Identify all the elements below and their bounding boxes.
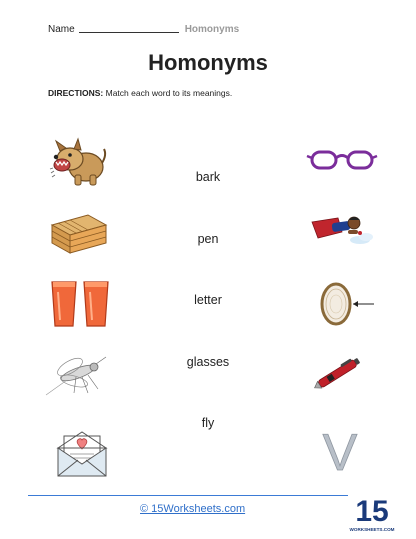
logo-text: WORKSHEETS.COM: [349, 527, 395, 532]
envelope-letter-icon: [54, 428, 110, 480]
word-glasses: glasses: [186, 355, 230, 369]
word-letter: letter: [194, 293, 222, 307]
eyeglasses-icon: [306, 148, 378, 174]
orange-drink-glasses-icon: [48, 278, 112, 330]
letter-v-text: V: [322, 424, 358, 482]
word-pen: pen: [197, 232, 219, 246]
logo-number: 15: [355, 495, 389, 528]
directions: [48, 88, 232, 98]
tree-bark-ring-icon: [316, 278, 378, 330]
15worksheets-logo: [349, 487, 395, 537]
directions-text: Match each word to its meanings.: [103, 88, 233, 98]
word-fly: fly: [201, 416, 215, 430]
footer-link[interactable]: © 15Worksheets.com: [140, 503, 246, 515]
letter-v-icon: [318, 422, 362, 482]
word-bark: bark: [195, 170, 221, 184]
red-pen-icon: [310, 350, 370, 395]
footer-divider: [28, 495, 348, 496]
name-blank-line[interactable]: [79, 24, 179, 33]
fly-insect-icon: [44, 345, 110, 400]
page-title: Homonyms: [148, 50, 268, 75]
name-row: [48, 24, 239, 35]
name-label: Name: [48, 24, 75, 35]
header-topic: Homonyms: [184, 24, 240, 35]
barking-dog-icon: [48, 135, 108, 190]
wooden-pen-crate-icon: [48, 207, 108, 257]
directions-label: DIRECTIONS:: [48, 88, 104, 98]
flying-superhero-icon: [308, 210, 378, 250]
